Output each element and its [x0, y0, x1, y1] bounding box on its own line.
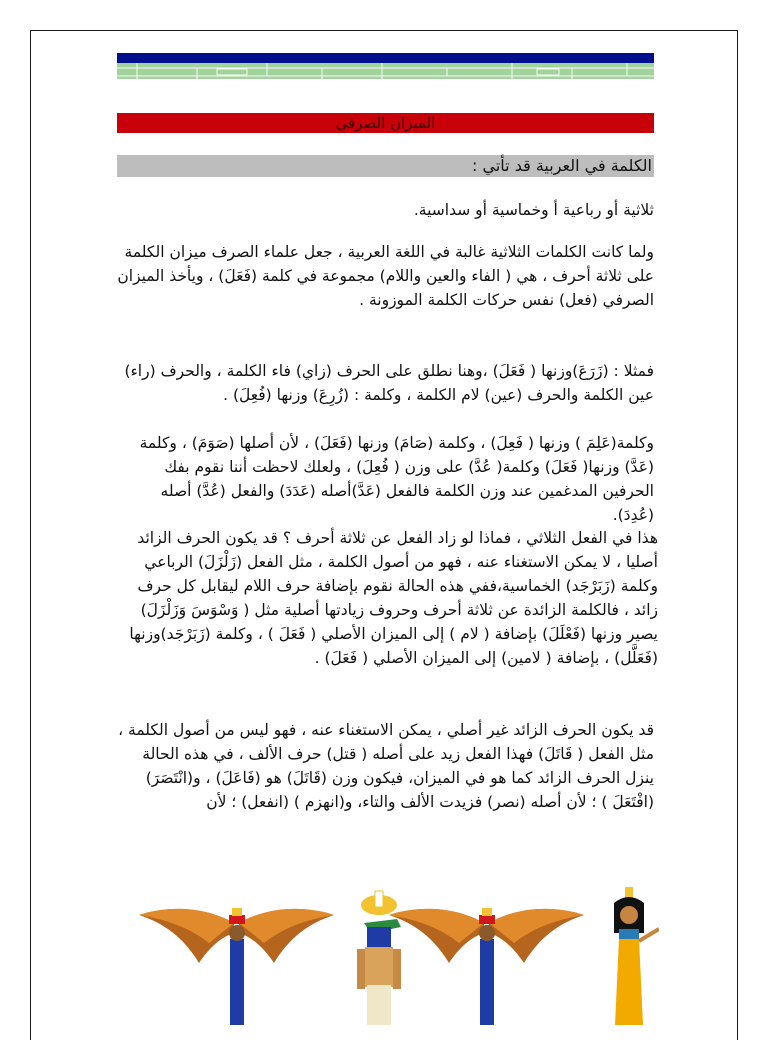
document-page	[30, 30, 738, 1040]
winged-goddess-icon	[389, 908, 584, 1025]
crocodile-god-icon	[357, 891, 401, 1025]
banner-green-stripe	[117, 63, 654, 79]
winged-goddess-icon	[139, 908, 334, 1025]
paragraph-6: قد يكون الحرف الزائد غير أصلي ، يمكن الاستغناء عنه ، فهو ليس من أصول الكلمة ، مثل الفعل ( قَاتَلَ) فهذا الفعل زيد على أصله ( قتل) حرف الألف ، في هذه الحالة ينزل الحرف الزائد كما هو في الميزان، فيكون وزن (قَاتَلَ) هو (فَاعَلَ) ، و(انْتَصَرَ) (افْتَعَلَ ) ؛ لأن أصله (نصر) فزيدت الألف والتاء، و(انهزم ) (انفعل) ؛ لأن	[118, 721, 654, 811]
banner-blue-stripe	[117, 53, 654, 63]
paragraph-2: ولما كانت الكلمات الثلاثية غالبة في اللغة العربية ، جعل علماء الصرف ميزان الكلمة على ثلاثة أحرف ، هي ( الفاء والعين واللام) مجموعة في كلمة (فَعَلَ) ، ويأخذ الميزان الصرفي (فعل) نفس حركات الكلمة الموزونة .	[117, 243, 654, 309]
paragraph-4: وكلمة(عَلِمَ ) وزنها ( فَعِلَ) ، وكلمة (صَامَ) وزنها (فَعَلَ) ، لأن أصلها (صَوَمَ) ، وكلمة (عَدَّ) وزنها( فَعَلَ) وكلمة( عُدَّ) على وزن ( فُعِلَ) ، ولعلك لاحظت أننا نقوم بفك الحرفين المدغمين عند وزن الكلمة فالفعل (عَدَّ)أصله (عَدَدَ) والفعل (عُدَّ) أصله (عُدِدَ).	[139, 434, 654, 524]
egyptian-queen-icon	[614, 887, 659, 1025]
paragraph-1: ثلاثية أو رباعية أ وخماسية أو سداسية.	[413, 201, 654, 219]
decorative-banner	[117, 53, 654, 79]
page-title: الميزان الصرفي	[117, 113, 654, 133]
banner-pattern-icon	[117, 63, 654, 79]
paragraph-3: فمثلا : (زَرَعَ)وزنها ( فَعَلَ) ،وهنا نطلق على الحرف (زاي) فاء الكلمة ، والحرف (راء) عين الكلمة والحرف (عين) لام الكلمة ، وكلمة : (زُرِعَ) وزنها (فُعِلَ) .	[124, 362, 654, 404]
egyptian-illustration	[139, 853, 659, 1025]
section-heading: الكلمة في العربية قد تأتي :	[117, 155, 654, 177]
paragraph-5: هذا في الفعل الثلاثي ، فماذا لو زاد الفعل عن ثلاثة أحرف ؟ قد يكون الحرف الزائد أصليا ، لا يمكن الاستغناء عنه ، فهو من أصول الكلمة ، مثل الفعل (زَلْزَلَ) الرباعي وكلمة (زَبَرْجَد) الخماسية،ففي هذه الحالة نقوم بإضافة حرف اللام ليقابل كل حرف زائد ، فالكلمة الزائدة عن ثلاثة أحرف وحروف زيادتها أصلية مثل ( وَسْوَسَ وَزَلْزَلَ) يصير وزنها (فَعْلَلَ) بإضافة ( لام ) إلى الميزان الأصلي ( فَعَلَ ) ، وكلمة (زَبَرْجَد)وزنها (فَعَلَّل) ، بإضافة ( لامين) إلى الميزان الأصلي ( فَعَلَ) .	[129, 529, 658, 667]
